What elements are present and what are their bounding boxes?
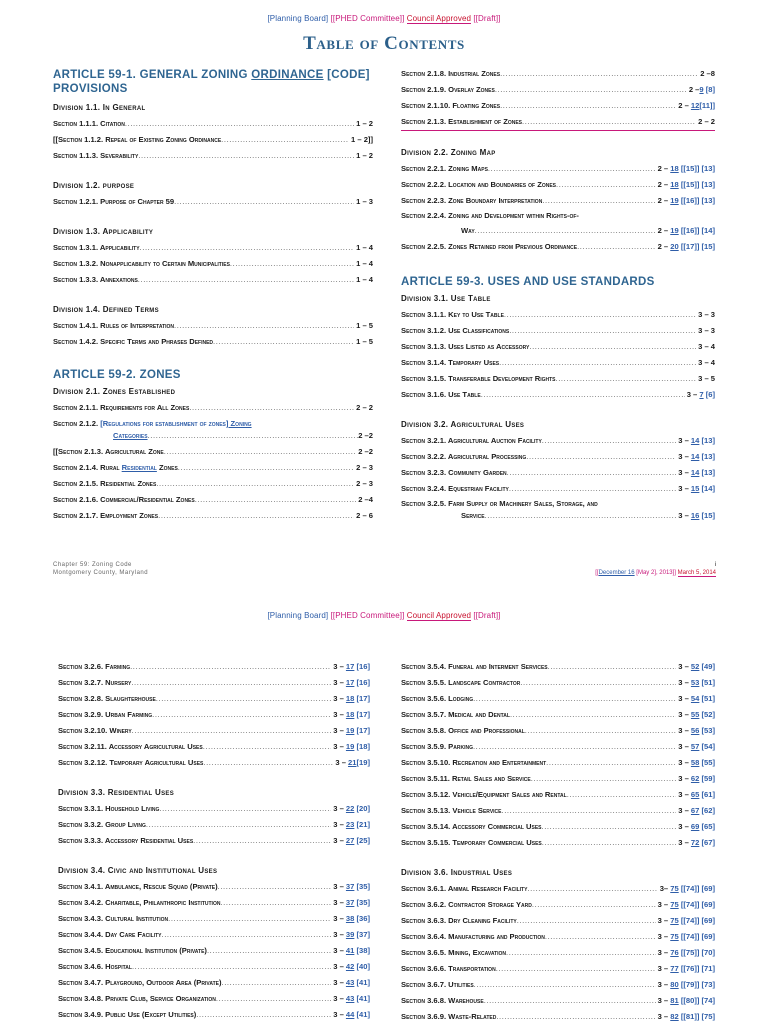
- toc-entry[interactable]: Section 3.2.9. Urban Farming ..... 3 – 18 [17]: [58, 707, 370, 723]
- toc-entry[interactable]: Section 3.2.3. Community Garden ..... 3 – 14 [13]: [401, 465, 715, 481]
- toc-entry[interactable]: Section 3.2.5. Farm Supply or Machinery Sales, Storage, and: [401, 499, 598, 508]
- toc-entry[interactable]: Section 3.5.8. Office and Professional ..... 3 – 56 [53]: [401, 723, 715, 739]
- division-heading: Division 3.2. Agricultural Uses: [401, 420, 525, 429]
- toc-entry[interactable]: Section 3.2.1. Agricultural Auction Facility ..... 3 – 14 [13]: [401, 433, 715, 449]
- toc-entry[interactable]: Section 1.3.2. Nonapplicability to Certain Municipalities ..... 1 – 4: [53, 256, 373, 272]
- toc-entry[interactable]: Section 3.5.12. Vehicle/Equipment Sales and Rental ..... 3 – 65 [61]: [401, 787, 715, 803]
- division-heading: Division 1.2. purpose: [53, 181, 135, 190]
- toc-entry[interactable]: Section 1.1.3. Severability ..... 1 – 2: [53, 148, 373, 164]
- revision-header: [0, 14, 768, 23]
- toc-entry[interactable]: Section 3.4.5. Educational Institution (Private) ..... 3 – 41 [38]: [58, 943, 370, 959]
- article-1-heading: ARTICLE 59-1. GENERAL ZONING ORDINANCE [CODE] PROVISIONS: [53, 69, 370, 95]
- toc-entry[interactable]: Section 3.4.8. Private Club, Service Organization ..... 3 – 43 [41]: [58, 991, 370, 1007]
- division-heading: Division 3.3. Residential Uses: [58, 788, 175, 797]
- toc-entry[interactable]: Section 2.1.6. Commercial/Residential Zones ..... 2 –4: [53, 492, 373, 508]
- toc-entry-continued[interactable]: Way ..... 2 – 19 [[16]] [14]: [401, 223, 715, 239]
- toc-entry[interactable]: Section 3.5.6. Lodging ..... 3 – 54 [51]: [401, 691, 715, 707]
- toc-entry[interactable]: Section 3.6.7. Utilities ..... 3 – 80 [[79]] [73]: [401, 977, 715, 993]
- toc-entry[interactable]: Section 3.2.8. Slaughterhouse ..... 3 – 18 [17]: [58, 691, 370, 707]
- toc-entry[interactable]: Section 2.2.2. Location and Boundaries of Zones ..... 2 – 18 [[15]] [13]: [401, 177, 715, 193]
- toc-entry[interactable]: Section 3.5.14. Accessory Commercial Uses ..... 3 – 69 [65]: [401, 819, 715, 835]
- toc-entry[interactable]: Section 2.1.5. Residential Zones ..... 2 – 3: [53, 476, 373, 492]
- footer-left: Chapter 59: Zoning Code Montgomery County, Maryland: [53, 562, 149, 576]
- toc-entry[interactable]: Section 2.1.1. Requirements for All Zones ..... 2 – 2: [53, 400, 373, 416]
- toc-entry[interactable]: Section 2.1.3. Establishment of Zones ..... 2 – 2: [401, 114, 715, 131]
- toc-entry[interactable]: Section 3.6.5. Mining, Excavation ..... 3 – 76 [[75]] [70]: [401, 945, 715, 961]
- toc-right-column-page2: [401, 659, 715, 1024]
- header-draft: [[Draft]]: [473, 14, 501, 23]
- article-3-heading: ARTICLE 59-3. USES AND USE STANDARDS: [401, 276, 655, 288]
- toc-entry[interactable]: [[Section 1.1.2. Repeal of Existing Zoning Ordinance ..... 1 – 2]]: [53, 132, 373, 148]
- toc-entry[interactable]: Section 3.3.1. Household Living ..... 3 – 22 [20]: [58, 801, 370, 817]
- header-phed: [[PHED Committee]]: [330, 14, 405, 23]
- toc-entry[interactable]: Section 3.2.11. Accessory Agricultural Uses ..... 3 – 19 [18]: [58, 739, 370, 755]
- toc-entry[interactable]: Section 2.1.10. Floating Zones ..... 2 – 12[11]]: [401, 98, 715, 114]
- toc-entry[interactable]: Section 2.2.1. Zoning Maps ..... 2 – 18 [[15]] [13]: [401, 161, 715, 177]
- toc-entry[interactable]: Section 3.6.1. Animal Research Facility ..... 3– 75 [[74]] [69]: [401, 881, 715, 897]
- toc-entry[interactable]: Section 3.4.2. Charitable, Philanthropic Institution ..... 3 – 37 [35]: [58, 895, 370, 911]
- toc-entry[interactable]: Section 1.2.1. Purpose of Chapter 59 ..... 1 – 3: [53, 194, 373, 210]
- toc-entry[interactable]: Section 2.2.3. Zone Boundary Interpretation ..... 2 – 19 [[16]] [13]: [401, 193, 715, 209]
- toc-entry[interactable]: Section 3.5.13. Vehicle Service ..... 3 – 67 [62]: [401, 803, 715, 819]
- division-heading: Division 1.1. In General: [53, 103, 146, 112]
- header-planning-board: [Planning Board]: [267, 14, 329, 23]
- toc-entry[interactable]: Section 3.1.6. Use Table ..... 3 – 7 [6]: [401, 387, 715, 403]
- toc-entry[interactable]: Section 1.3.1. Applicability ..... 1 – 4: [53, 240, 373, 256]
- division-heading: Division 3.6. Industrial Uses: [401, 868, 513, 877]
- toc-entry[interactable]: Section 2.1.7. Employment Zones ..... 2 – 6: [53, 508, 373, 524]
- toc-entry[interactable]: Section 1.4.2. Specific Terms and Phrases Defined ..... 1 – 5: [53, 334, 373, 350]
- toc-entry[interactable]: Section 3.1.3. Uses Listed as Accessory ..... 3 – 4: [401, 339, 715, 355]
- toc-entry[interactable]: Section 3.2.12. Temporary Agricultural Uses ..... 3 – 21[19]: [58, 755, 370, 771]
- page-title: Table of Contents: [303, 33, 465, 54]
- footer-right: [595, 561, 716, 577]
- division-heading: Division 2.1. Zones Established: [53, 387, 176, 396]
- article-2-heading: ARTICLE 59-2. ZONES: [53, 369, 181, 381]
- toc-entry[interactable]: Section 3.3.3. Accessory Residential Uses ..... 3 – 27 [25]: [58, 833, 370, 849]
- toc-entry[interactable]: Section 3.4.7. Playground, Outdoor Area (Private) ..... 3 – 43 [41]: [58, 975, 370, 991]
- toc-entry-continued[interactable]: Service ..... 3 – 16 [15]: [401, 509, 715, 523]
- toc-entry[interactable]: Section 3.3.2. Group Living ..... 3 – 23 [21]: [58, 817, 370, 833]
- toc-entry[interactable]: Section 3.6.6. Transportation ..... 3 – 77 [[76]] [71]: [401, 961, 715, 977]
- toc-entry[interactable]: Section 1.3.3. Annexations ..... 1 – 4: [53, 272, 373, 288]
- toc-entry[interactable]: Section 3.5.9. Parking ..... 3 – 57 [54]: [401, 739, 715, 755]
- toc-entry[interactable]: Section 3.5.5. Landscape Contractor ..... 3 – 53 [51]: [401, 675, 715, 691]
- division-heading: Division 2.2. Zoning Map: [401, 148, 496, 157]
- toc-entry[interactable]: Section 3.2.7. Nursery ..... 3 – 17 [16]: [58, 675, 370, 691]
- page-2: [0, 580, 768, 1024]
- revision-header: [Planning Board] [[PHED Committee]] Council Approved [[Draft]]: [267, 611, 501, 620]
- division-heading: Division 1.4. Defined Terms: [53, 305, 159, 314]
- toc-right-column: [401, 66, 715, 523]
- toc-entry[interactable]: Section 2.1.8. Industrial Zones ..... 2 –8: [401, 66, 715, 82]
- ordinance-link[interactable]: ORDINANCE: [251, 69, 324, 81]
- toc-entry[interactable]: Section 3.2.10. Winery ..... 3 – 19 [17]: [58, 723, 370, 739]
- toc-entry[interactable]: Section 3.1.5. Transferable Development Rights ..... 3 – 5: [401, 371, 715, 387]
- toc-entry[interactable]: Section 3.6.8. Warehouse ..... 3 – 81 [[80]] [74]: [401, 993, 715, 1009]
- header-council: Council Approved: [406, 14, 472, 23]
- toc-entry[interactable]: Section 3.2.6. Farming ..... 3 – 17 [16]: [58, 659, 370, 675]
- toc-entry[interactable]: Section 3.2.2. Agricultural Processing ..... 3 – 14 [13]: [401, 449, 715, 465]
- page-number: i: [714, 562, 716, 568]
- division-heading: Division 3.1. Use Table: [401, 294, 491, 303]
- toc-entry[interactable]: Section 3.4.9. Public Use (Except Utilities) ..... 3 – 44 [41]: [58, 1007, 370, 1023]
- toc-entry[interactable]: Section 3.6.3. Dry Cleaning Facility ..... 3 – 75 [[74]] [69]: [401, 913, 715, 929]
- division-heading: Division 3.4. Civic and Institutional Uses: [58, 866, 218, 875]
- toc-entry[interactable]: Section 3.1.2. Use Classifications ..... 3 – 3: [401, 323, 715, 339]
- toc-entry[interactable]: Section 3.1.4. Temporary Uses ..... 3 – 4: [401, 355, 715, 371]
- toc-entry[interactable]: Section 3.4.3. Cultural Institution ..... 3 – 38 [36]: [58, 911, 370, 927]
- toc-entry[interactable]: Section 3.4.6. Hospital ..... 3 – 42 [40]: [58, 959, 370, 975]
- footer-date: [[December 16 [May 2], 2013]] March 5, 2014: [595, 570, 716, 576]
- toc-entry[interactable]: Section 3.5.15. Temporary Commercial Uses ..... 3 – 72 [67]: [401, 835, 715, 851]
- toc-entry[interactable]: Section 3.6.9. Waste-Related ..... 3 – 82 [[81]] [75]: [401, 1009, 715, 1024]
- division-heading: Division 1.3. Applicability: [53, 227, 154, 236]
- toc-entry[interactable]: [[Section 2.1.3. Agricultural Zone ..... 2 –2: [53, 444, 373, 460]
- toc-entry[interactable]: Section 1.1.1. Citation ..... 1 – 2: [53, 116, 373, 132]
- toc-entry[interactable]: Section 1.4.1. Rules of Interpretation ..... 1 – 5: [53, 318, 373, 334]
- toc-left-column-page2: [58, 659, 370, 1023]
- toc-entry[interactable]: Section 3.1.1. Key to Use Table ..... 3 – 3: [401, 307, 715, 323]
- toc-entry[interactable]: Section 2.1.9. Overlay Zones ..... 2 –9 [8]: [401, 82, 715, 98]
- toc-entry[interactable]: Section 3.5.4. Funeral and Interment Services ..... 3 – 52 [49]: [401, 659, 715, 675]
- toc-entry[interactable]: Section 3.5.7. Medical and Dental ..... 3 – 55 [52]: [401, 707, 715, 723]
- toc-entry[interactable]: Section 3.4.1. Ambulance, Rescue Squad (Private) ..... 3 – 37 [35]: [58, 879, 370, 895]
- toc-entry[interactable]: Section 2.1.4. Rural Residential Zones ..... 2 – 3: [53, 460, 373, 476]
- toc-entry[interactable]: Section 3.6.2. Contractor Storage Yard ..... 3 – 75 [[74]] [69]: [401, 897, 715, 913]
- toc-entry[interactable]: Section 3.5.10. Recreation and Entertainment ..... 3 – 58 [55]: [401, 755, 715, 771]
- toc-entry[interactable]: Section 2.1.2. [Regulations for establishment of zones] Zoning Categories ..... 2 –2: [53, 416, 373, 444]
- toc-entry[interactable]: Section 2.2.5. Zones Retained from Previous Ordinance ..... 2 – 20 [[17]] [15]: [401, 239, 715, 255]
- toc-entry[interactable]: Section 3.4.4. Day Care Facility ..... 3 – 39 [37]: [58, 927, 370, 943]
- toc-left-column: [53, 68, 373, 524]
- toc-entry[interactable]: Section 2.2.4. Zoning and Development within Rights-of-: [401, 211, 579, 220]
- toc-entry[interactable]: Section 3.5.11. Retail Sales and Service ..... 3 – 62 [59]: [401, 771, 715, 787]
- toc-entry[interactable]: Section 3.2.4. Equestrian Facility ..... 3 – 15 [14]: [401, 481, 715, 497]
- toc-entry[interactable]: Section 3.6.4. Manufacturing and Production ..... 3 – 75 [[74]] [69]: [401, 929, 715, 945]
